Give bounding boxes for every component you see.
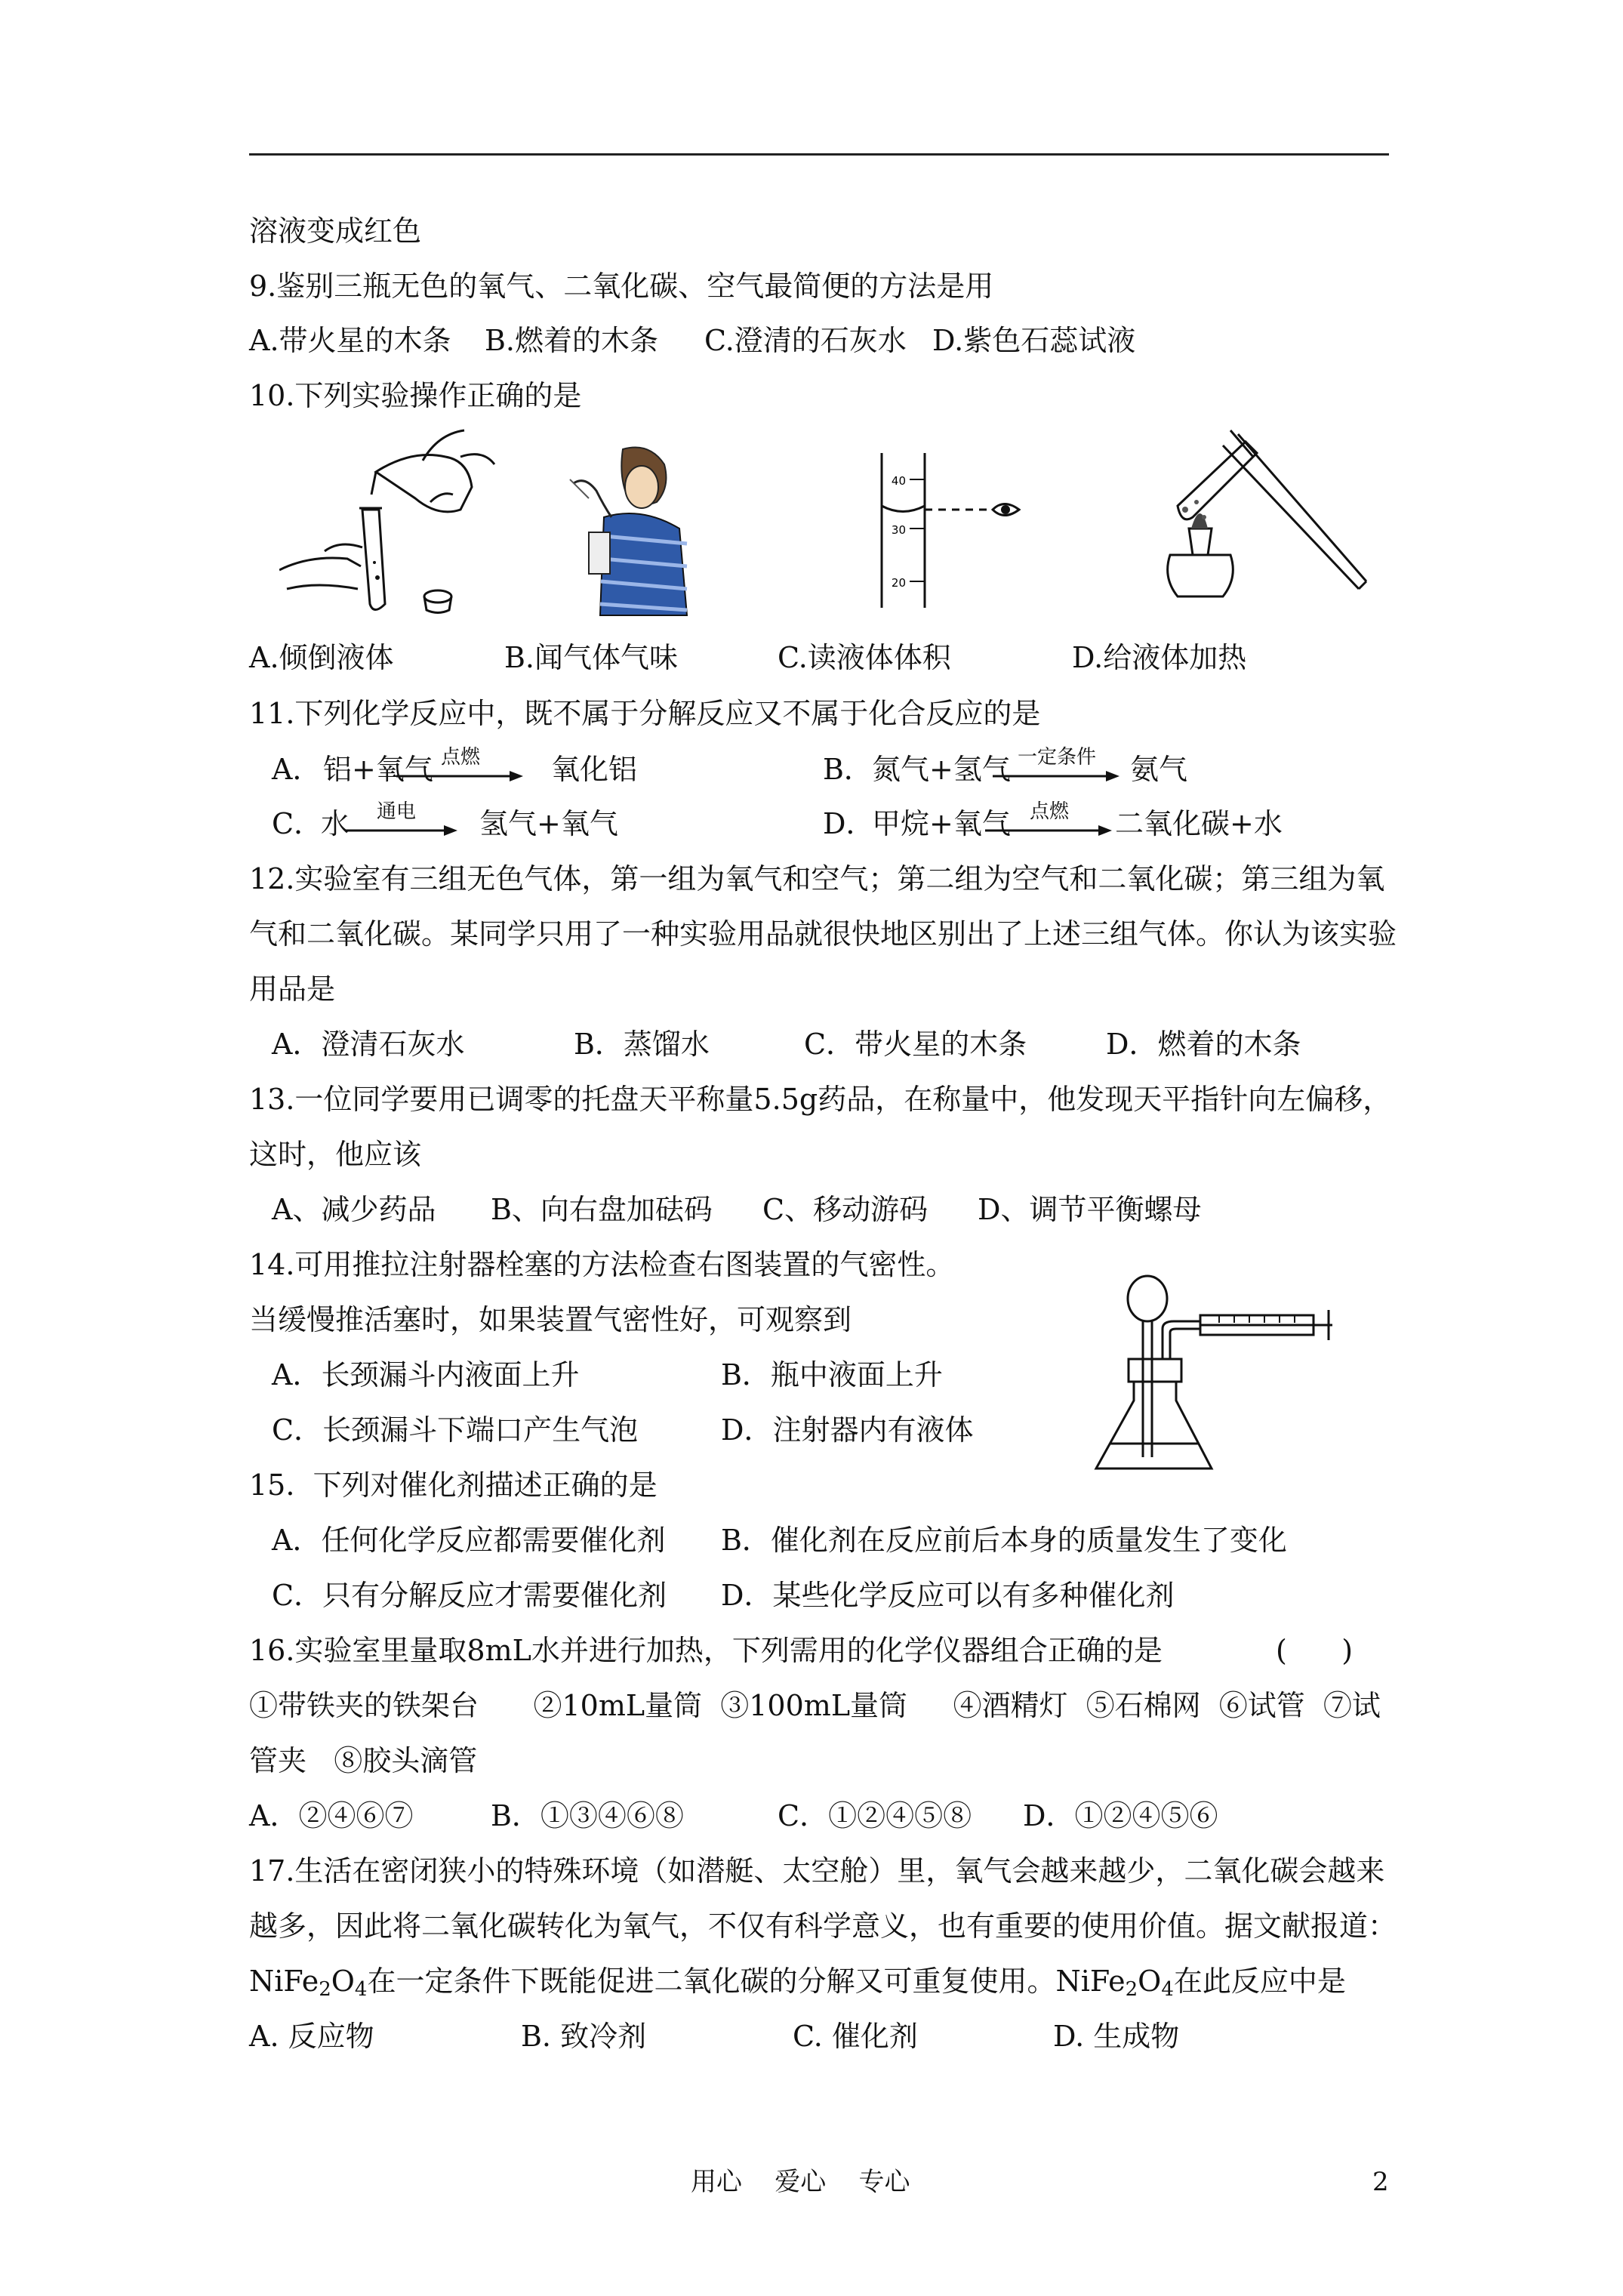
q15-option-b: B．催化剂在反应前后本身的质量发生了变化 — [721, 1524, 1287, 1557]
q17-option-c: C. 催化剂 — [793, 2020, 918, 2053]
q17-formula2-sub1: 2 — [1125, 1978, 1138, 2001]
footer-motto: 用心 爱心 专心 — [691, 2167, 910, 2197]
q11-c-reactants: 水 — [321, 807, 350, 840]
q16-items-line2: 管夹 ⑧胶头滴管 — [249, 1744, 478, 1777]
q16-stem: 16.实验室里量取8mL水并进行加热，下列需用的化学仪器组合正确的是 — [249, 1634, 1163, 1667]
q16-items-line1: ①带铁夹的铁架台 ②10mL量筒 ③100mL量筒 ④酒精灯 ⑤石棉网 ⑥试管 ⑦试 — [249, 1689, 1381, 1722]
q11-d-condition: 点燃 — [1029, 800, 1069, 823]
q17-formula1-sub1: 2 — [319, 1978, 331, 2001]
q11-b-arrow — [993, 769, 1121, 784]
smelling-gas-illustration — [559, 445, 710, 619]
q9-option-d: D.紫色石蕊试液 — [932, 324, 1136, 357]
q11-b-letter: B． — [823, 753, 873, 786]
q15-option-d: D．某些化学反应可以有多种催化剂 — [721, 1579, 1175, 1612]
q17-formula2-sub2: 4 — [1161, 1978, 1174, 2001]
q16-option-d: D．①②④⑤⑥ — [1023, 1799, 1218, 1832]
q14-stem-line2: 当缓慢推活塞时，如果装置气密性好，可观察到 — [249, 1303, 852, 1336]
q11-d-reactants: 甲烷+氧气 — [872, 807, 1011, 840]
q11-b-product: 氨气 — [1130, 753, 1188, 786]
q11-b-reactants: 氮气+氢气 — [872, 753, 1011, 786]
q17-option-d: D. 生成物 — [1053, 2020, 1180, 2053]
q11-c-arrow — [346, 823, 459, 838]
header-rule — [249, 153, 1389, 156]
q14-option-c: C．长颈漏斗下端口产生气泡 — [272, 1413, 639, 1447]
cylinder-tick-40: 40 — [891, 474, 906, 488]
q11-a-reactants: 铝+氧气 — [323, 753, 433, 786]
q12-option-c: C．带火星的木条 — [804, 1028, 1027, 1061]
pouring-liquid-illustration — [279, 427, 498, 619]
measuring-cylinder-illustration — [868, 453, 1034, 612]
q11-c-letter: C． — [272, 807, 323, 840]
q16-option-b: B．①③④⑥⑧ — [491, 1799, 684, 1832]
q11-c-condition: 通电 — [376, 800, 416, 823]
q10-caption-d: D.给液体加热 — [1072, 641, 1247, 674]
q11-d-products: 二氧化碳+水 — [1115, 807, 1283, 840]
q13-option-d: D、调节平衡螺母 — [978, 1193, 1202, 1226]
q17-line3-text: 在一定条件下既能促进二氧化碳的分解又可重复使用。NiFe — [367, 1965, 1126, 1998]
q14-option-b: B．瓶中液面上升 — [721, 1358, 943, 1391]
q12-stem-line3: 用品是 — [249, 972, 336, 1006]
q11-b-condition: 一定条件 — [1017, 746, 1096, 769]
q11-a-letter: A． — [272, 753, 322, 786]
cylinder-tick-30: 30 — [891, 523, 906, 537]
q15-stem: 15. 下列对催化剂描述正确的是 — [249, 1469, 658, 1502]
continuation-text: 溶液变成红色 — [249, 214, 422, 248]
q11-d-letter: D． — [823, 807, 875, 840]
q11-a-arrow — [396, 769, 525, 784]
cylinder-tick-20: 20 — [891, 576, 906, 590]
q13-option-a: A、减少药品 — [272, 1193, 436, 1226]
q15-option-a: A．任何化学反应都需要催化剂 — [272, 1524, 666, 1557]
q11-stem: 11.下列化学反应中，既不属于分解反应又不属于化合反应的是 — [249, 697, 1041, 730]
q16-option-c: C．①②④⑤⑧ — [778, 1799, 972, 1832]
flask-syringe-apparatus — [1087, 1268, 1344, 1480]
q12-option-a: A．澄清石灰水 — [272, 1028, 465, 1061]
q12-option-d: D．燃着的木条 — [1106, 1028, 1301, 1061]
q9-option-b: B.燃着的木条 — [485, 324, 659, 357]
q17-line1: 17.生活在密闭狭小的特殊环境（如潜艇、太空舱）里，氧气会越来越少，二氧化碳会越来 — [249, 1854, 1385, 1888]
q12-option-b: B．蒸馏水 — [574, 1028, 710, 1061]
q17-option-a: A. 反应物 — [249, 2020, 374, 2053]
q16-option-a: A．②④⑥⑦ — [249, 1799, 414, 1832]
q14-option-a: A．长颈漏斗内液面上升 — [272, 1358, 580, 1391]
q10-caption-c: C.读液体体积 — [778, 641, 951, 674]
q15-option-c: C．只有分解反应才需要催化剂 — [272, 1579, 667, 1612]
page-number: 2 — [1372, 2167, 1389, 2197]
q17-option-b: B. 致冷剂 — [521, 2020, 647, 2053]
q9-option-c: C.澄清的石灰水 — [704, 324, 907, 357]
q13-option-c: C、移动游码 — [762, 1193, 929, 1226]
q17-line3-end: 在此反应中是 — [1173, 1965, 1346, 1998]
q13-option-b: B、向右盘加砝码 — [491, 1193, 713, 1226]
heating-liquid-illustration — [1132, 423, 1374, 619]
q11-a-product: 氧化铝 — [551, 753, 638, 786]
q9-option-a: A.带火星的木条 — [249, 324, 451, 357]
q14-stem-line1: 14.可用推拉注射器栓塞的方法检查右图装置的气密性。 — [249, 1248, 955, 1281]
q17-line3 — [249, 1964, 1346, 1999]
q12-stem-line2: 气和二氧化碳。某同学只用了一种实验用品就很快地区别出了上述三组气体。你认为该实验 — [249, 917, 1397, 951]
q17-formula1-part2: O — [331, 1965, 355, 1998]
q12-stem-line1: 12.实验室有三组无色气体，第一组为氧气和空气；第二组为空气和二氧化碳；第三组为氧 — [249, 862, 1385, 895]
q11-a-condition: 点燃 — [440, 746, 480, 769]
q14-option-d: D．注射器内有液体 — [721, 1413, 974, 1447]
q9-stem: 9.鉴别三瓶无色的氧气、二氧化碳、空气最简便的方法是用 — [249, 270, 994, 303]
q17-formula1-part1: NiFe — [249, 1965, 319, 1998]
q11-d-arrow — [985, 823, 1113, 838]
q10-caption-b: B.闻气体气味 — [504, 641, 679, 674]
q10-caption-a: A.倾倒液体 — [249, 641, 394, 674]
q13-stem-line2: 这时，他应该 — [249, 1138, 422, 1171]
q17-formula1-sub2: 4 — [354, 1978, 368, 2001]
q13-stem-line1: 13.一位同学要用已调零的托盘天平称量5.5g药品，在称量中，他发现天平指针向左偏移， — [249, 1083, 1392, 1116]
q17-formula2-part2: O — [1138, 1965, 1162, 1998]
q11-c-products: 氢气+氧气 — [479, 807, 618, 840]
q16-answer-bracket: ( ) — [1276, 1634, 1354, 1667]
q17-line2: 越多，因此将二氧化碳转化为氧气，不仅有科学意义，也有重要的使用价值。据文献报道： — [249, 1909, 1397, 1943]
q10-stem: 10.下列实验操作正确的是 — [249, 379, 582, 412]
